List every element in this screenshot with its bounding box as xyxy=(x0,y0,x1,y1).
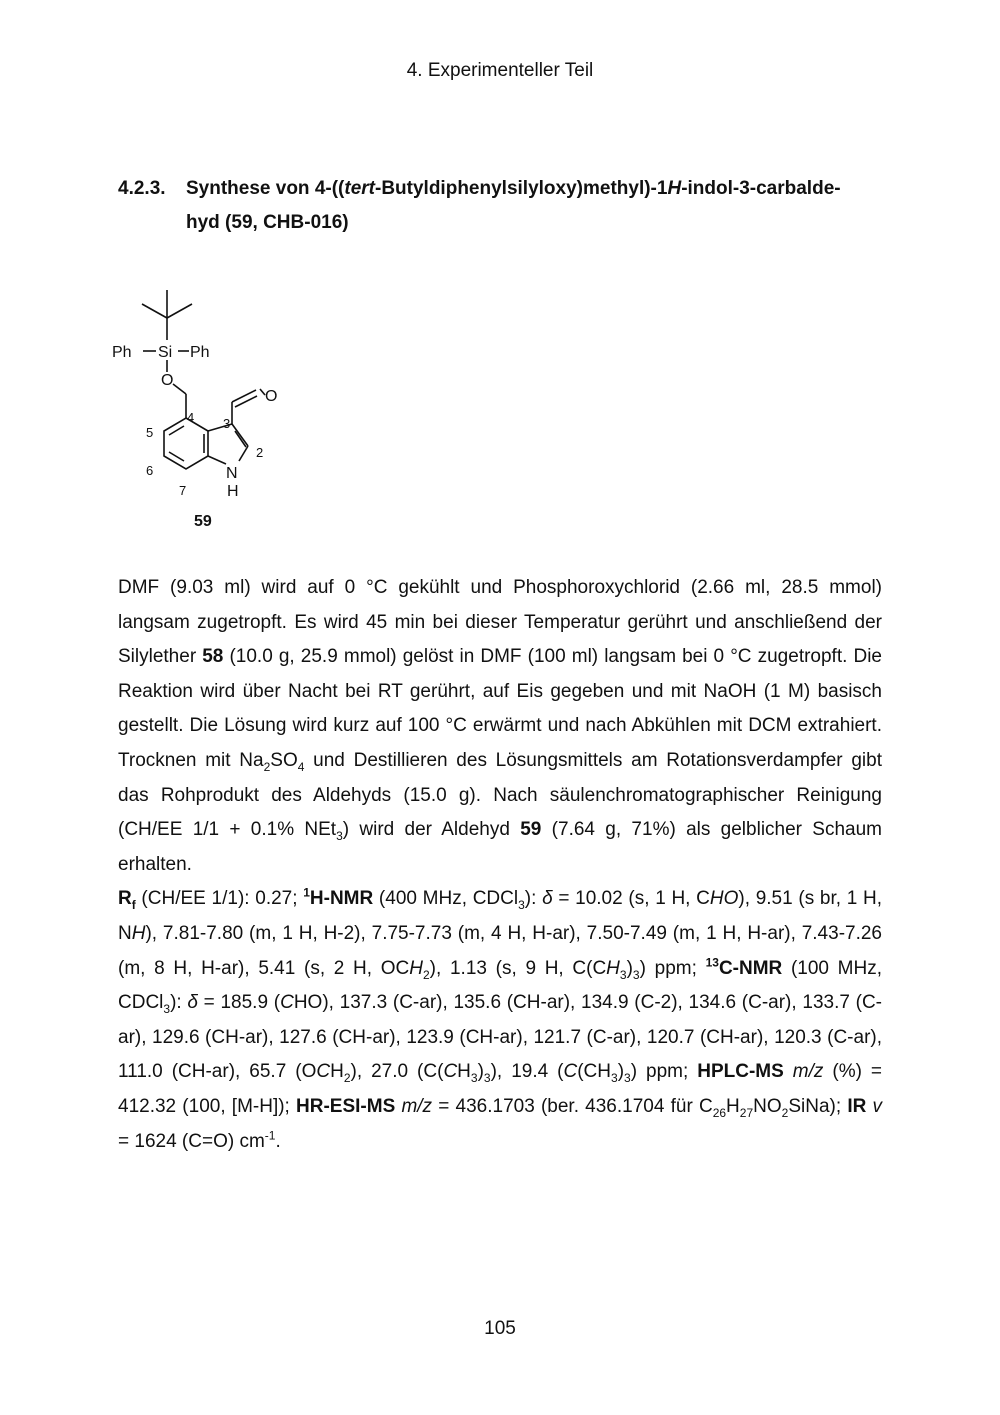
position-6-label: 6 xyxy=(146,463,154,478)
position-5-label: 5 xyxy=(146,425,154,440)
aldehyde-oxygen-label: O xyxy=(265,388,278,405)
position-4-label: 4 xyxy=(187,410,195,425)
position-3-label: 3 xyxy=(223,416,231,431)
ether-oxygen-label: O xyxy=(161,372,174,389)
running-header: 4. Experimenteller Teil xyxy=(406,60,594,81)
position-7-label: 7 xyxy=(179,483,187,498)
analytics-paragraph: $R_f$ (CH/EE 1/1): 0.27; $^1$H-NMR (400 MHz, CDCl$_3$): δ = 10.02 (s, 1 H, CHO), 9.51 (s br, 1 H, NH), 7.81-7.80 (m, 1 H, H-2), 7.75-7.73 (m, 4 H, H-ar), 7.50-7.49 (m, 1 H, H-ar), 7.43-7.26 (m, 8 H, H-ar), 5.41 (s, 2 H, $OCH_2$), 1.13 (s, 9 H, $C(CH_3)_3$) ppm; $^{13}$C-NMR (100 MHz, CDCl$_3$): δ = 185.9 (CHO), 137.3 (C-ar), 135.6 (CH-ar), 134.9 (C-2), 134.6 (C-ar), 133.7 (C-ar), 129.6 (CH-ar), 127.6 (CH-ar), 123.9 (CH-ar), 121.7 (C-ar), 120.7 (CH-ar), 120.3 (C-ar), 111.0 (CH-ar), 65.7 $(OCH_2)$, 27.0 $(C(CH_3)_3)$, 19.4 $(C(CH_3)_3)$ ppm; HPLC-MS m/z (%) = 412.32 (100, [M-H]); HR-ESI-MS m/z = 436.1703 (ber. 436.1704 für $C_{26}H_{27}NO_2SiNa$); IR v = 1624 (C=O) $cm^{-1}$. xyxy=(118,886,883,1152)
ph-left-label: Ph xyxy=(112,344,132,361)
hydrogen-label: H xyxy=(227,483,239,500)
compound-number: 59 xyxy=(194,513,212,530)
position-2-label: 2 xyxy=(256,445,264,460)
section-heading xyxy=(118,172,888,240)
chemical-structure xyxy=(110,288,300,538)
section-title: Synthese von 4-((tert-Butyldiphenylsilyloxy)methyl)-1H-indol-3-carbalde- hyd (59, CHB-016) xyxy=(186,178,841,233)
ph-right-label: Ph xyxy=(190,344,210,361)
section-number: 4.2.3. xyxy=(118,178,166,199)
procedure-paragraph: DMF (9.03 ml) wird auf 0 °C gekühlt und Phosphoroxychlorid (2.66 ml, 28.5 mmol) langsam zugetropft. Es wird 45 min bei dieser Temperatur gerührt und anschließend der Silylether 58 (10.0 g, 25.9 mmol) gelöst in DMF (100 ml) langsam bei 0 °C zugetropft. Die Reaktion wird über Nacht bei RT gerührt, auf Eis gegeben und mit NaOH (1 M) basisch gestellt. Die Lösung wird kurz auf 100 °C erwärmt und nach Abkühlen mit DCM extrahiert. Trocknen mit $Na_2SO_4$ und Destillieren des Lösungsmittels am Rotationsverdampfer gibt das Rohprodukt des Aldehyds (15.0 g). Nach säulenchromatographischer Reinigung (CH/EE 1/1 + 0.1% NEt$_3$) wird der Aldehyd 59 (7.64 g, 71%) als gelblicher Schaum erhalten. xyxy=(118,577,883,875)
body-text xyxy=(118,571,882,1159)
si-label: Si xyxy=(158,344,173,361)
page-number: 105 xyxy=(484,1318,516,1339)
nitrogen-label: N xyxy=(226,465,238,482)
